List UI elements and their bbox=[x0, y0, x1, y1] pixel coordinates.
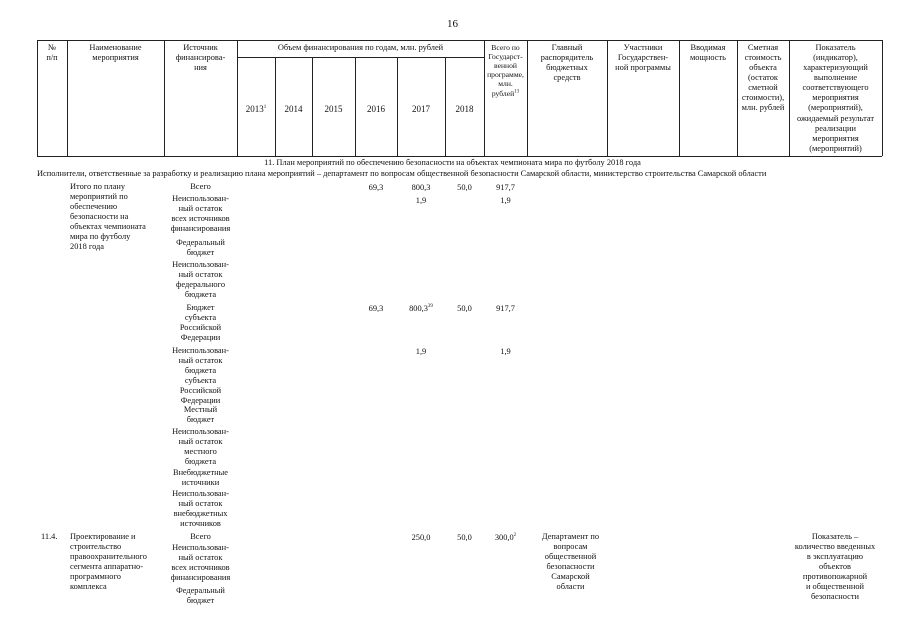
value-2016: 69,3 bbox=[368, 304, 384, 313]
section-title: 11. План мероприятий по обеспечению безопасности на объектах чемпионата мира по футболу 2018 года bbox=[264, 158, 641, 167]
value-total: 300,0$^2$ bbox=[494, 533, 517, 542]
header-capacity: Вводимая мощность bbox=[689, 43, 726, 63]
value-total: 917,7 bbox=[496, 304, 515, 313]
row-114-num: 11.4. bbox=[41, 532, 58, 541]
row-114-manager: Департамент по вопросам общественной безопасности Самарской области bbox=[541, 532, 600, 592]
value-2018: 50,0 bbox=[457, 183, 472, 192]
page-number: 16 bbox=[447, 18, 458, 30]
total-block-name: Итого по плану мероприятий по обеспечению безопасности на объектах чемпионата мира по футболу 2018 года bbox=[70, 182, 146, 252]
value-2018: 50,0 bbox=[457, 533, 472, 542]
table-header bbox=[37, 40, 882, 156]
header-year-2014: 2014 bbox=[284, 104, 303, 114]
header-year-2015: 2015 bbox=[324, 104, 343, 114]
value-2017: 800,3$^{39}$ bbox=[409, 304, 433, 313]
value-2016: 69,3 bbox=[368, 183, 384, 192]
source-label: Неиспользован- ный остаток федерального бюджета bbox=[172, 260, 229, 300]
value-2018: 50,0 bbox=[457, 304, 472, 313]
value-total: 917,7 bbox=[496, 183, 515, 192]
header-year-2013: 2013$^1$ bbox=[245, 104, 267, 114]
source-label: Внебюджетные источники bbox=[172, 468, 229, 488]
source-label: Федеральный бюджет bbox=[176, 586, 225, 606]
value-total: 1,9 bbox=[500, 347, 511, 356]
header-participants: Участники Государствен- ной программы bbox=[615, 43, 671, 73]
value-2017: 1,9 bbox=[415, 196, 427, 205]
row-114-indicator: Показатель – количество введенных в эксплуатацию объектов противопожарной и общественной безопасности bbox=[794, 532, 876, 602]
header-name: Наименование мероприятия bbox=[89, 43, 142, 63]
source-label: Неиспользован- ный остаток внебюджетных источников bbox=[172, 489, 229, 529]
value-2017: 250,0 bbox=[411, 533, 431, 542]
header-volume: Объем финансирования по годам, млн. рублей bbox=[277, 43, 444, 52]
source-label: Всего bbox=[190, 532, 211, 541]
executors-line: Исполнители, ответственные за разработку и реализацию плана мероприятий – департамент по вопросам общественной безопасности Самарской области, министерство строительства Самарской области bbox=[37, 169, 767, 178]
col-border bbox=[882, 40, 883, 156]
source-label: Местный бюджет bbox=[183, 405, 218, 425]
source-label: Всего bbox=[190, 182, 211, 191]
header-indicator: Показатель (индикатор), характеризующий выполнение соответствующего мероприятия (мероприятий), ожидаемый результат реализации мероприятия (мероприятий) bbox=[796, 43, 874, 153]
source-label: Неиспользован- ный остаток бюджета субъекта Российской Федерации bbox=[172, 346, 229, 406]
source-label: Неиспользован- ный остаток всех источников финансирования bbox=[170, 194, 231, 234]
header-bottom-border bbox=[37, 156, 882, 157]
header-year-2016: 2016 bbox=[367, 104, 385, 114]
source-label: Неиспользован- ный остаток местного бюджета bbox=[172, 427, 229, 467]
value-2017: 800,3 bbox=[411, 183, 431, 192]
header-year-2017: 2017 bbox=[412, 104, 430, 114]
value-total: 1,9 bbox=[500, 196, 511, 205]
source-label: Неиспользован- ный остаток всех источников финансирования bbox=[170, 543, 231, 583]
header-num: № п/п bbox=[46, 43, 58, 63]
header-cost: Сметная стоимость объекта (остаток сметной стоимости), млн. рублей bbox=[741, 43, 785, 113]
row-114-name: Проектирование и строительство правоохранительного сегмента аппаратно- программного комплекса bbox=[70, 532, 147, 592]
header-manager: Главный распорядитель бюджетных средств bbox=[540, 43, 594, 83]
value-2017: 1,9 bbox=[415, 347, 427, 356]
source-label: Федеральный бюджет bbox=[176, 238, 225, 258]
header-year-2018: 2018 bbox=[455, 104, 474, 114]
source-label: Бюджет субъекта Российской Федерации bbox=[179, 303, 222, 343]
col-border bbox=[237, 40, 238, 156]
header-source: Источник финансирова- ния bbox=[175, 43, 226, 73]
header-total: Всего по Государст- венной программе, млн. рублей$^{13}$ bbox=[487, 43, 524, 98]
